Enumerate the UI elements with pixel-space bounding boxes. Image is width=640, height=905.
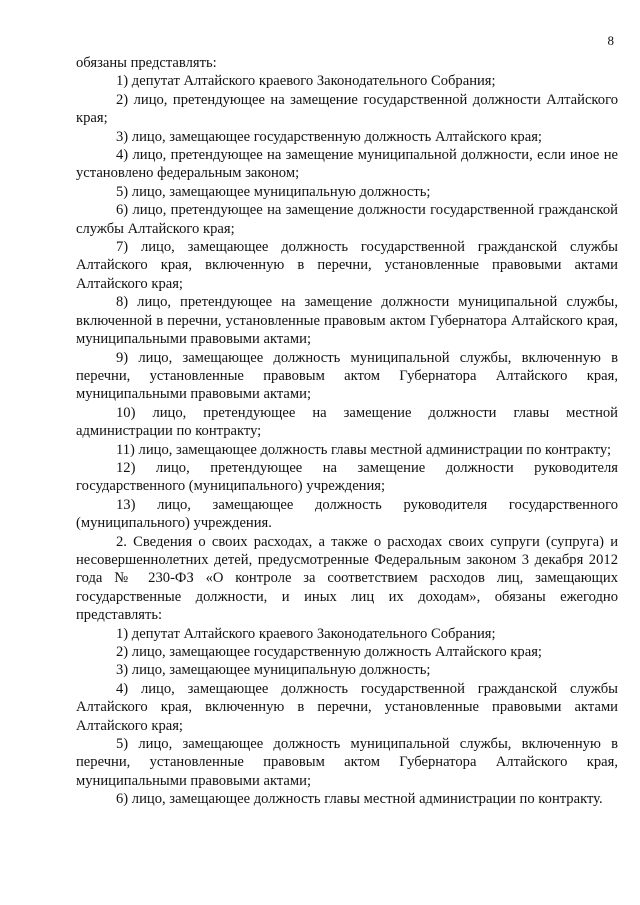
paragraph: 6) лицо, претендующее на замещение должности государственной гражданской службы Алтайского края; — [76, 202, 618, 237]
paragraph: 13) лицо, замещающее должность руководителя государственного (муниципального) учреждения. — [76, 496, 618, 532]
paragraph: 2) лицо, замещающее государственную должность Алтайского края; — [116, 644, 542, 660]
paragraph: 9) лицо, замещающее должность муниципальной службы, включенную в перечни, установленные правовым актом Губернатора Алтайского края, муниципальными правовыми актами; — [76, 349, 618, 403]
paragraph: 8) лицо, претендующее на замещение должности муниципальной службы, включенной в перечни, установленные правовым актом Губернатора Алтайского края, муниципальными правовыми актами; — [76, 294, 618, 348]
paragraph: 5) лицо, замещающее должность муниципальной службы, включенную в перечни, установленные правовым актом Губернатора Алтайского края, муниципальными правовыми актами; — [76, 736, 618, 789]
paragraph: 1) депутат Алтайского краевого Законодательного Собрания; — [116, 73, 496, 90]
document-body — [76, 54, 618, 809]
paragraph: 6) лицо, замещающее должность главы местной администрации по контракту. — [116, 791, 603, 808]
paragraph: 10) лицо, претендующее на замещение должности главы местной администрации по контракту; — [76, 404, 618, 440]
paragraph: 11) лицо, замещающее должность главы местной администрации по контракту; — [116, 441, 612, 458]
paragraph: 2. Сведения о своих расходах, а также о расходах своих супруги (супруга) и несовершеннолетних детей, предусмотренные Федеральным законом 3 декабря 2012 года № 230-ФЗ «О контроле за соответствием расходов лиц, замещающих государственные должности, и иных лиц их доходам», обязаны ежегодно представлять: — [76, 533, 618, 624]
paragraph: 3) лицо, замещающее государственную должность Алтайского края; — [116, 128, 542, 145]
paragraph: 12) лицо, претендующее на замещение должности руководителя государственного (муниципального) учреждения; — [76, 459, 618, 495]
page-number: 8 — [607, 33, 614, 48]
paragraph: обязаны представлять: — [76, 55, 217, 71]
paragraph: 7) лицо, замещающее должность государственной гражданской службы Алтайского края, включенную в перечни, установленные правовыми актами Алтайского края; — [76, 239, 618, 292]
paragraph: 4) лицо, претендующее на замещение муниципальной должности, если иное не установлено федеральным законом; — [76, 147, 618, 182]
paragraph: 2) лицо, претендующее на замещение государственной должности Алтайского края; — [76, 91, 618, 127]
paragraph: 3) лицо, замещающее муниципальную должность; — [116, 662, 431, 679]
paragraph: 4) лицо, замещающее должность государственной гражданской службы Алтайского края, включенную в перечни, установленные правовыми актами Алтайского края; — [76, 680, 618, 734]
paragraph: 5) лицо, замещающее муниципальную должность; — [116, 183, 431, 200]
paragraph: 1) депутат Алтайского краевого Законодательного Собрания; — [116, 625, 496, 642]
